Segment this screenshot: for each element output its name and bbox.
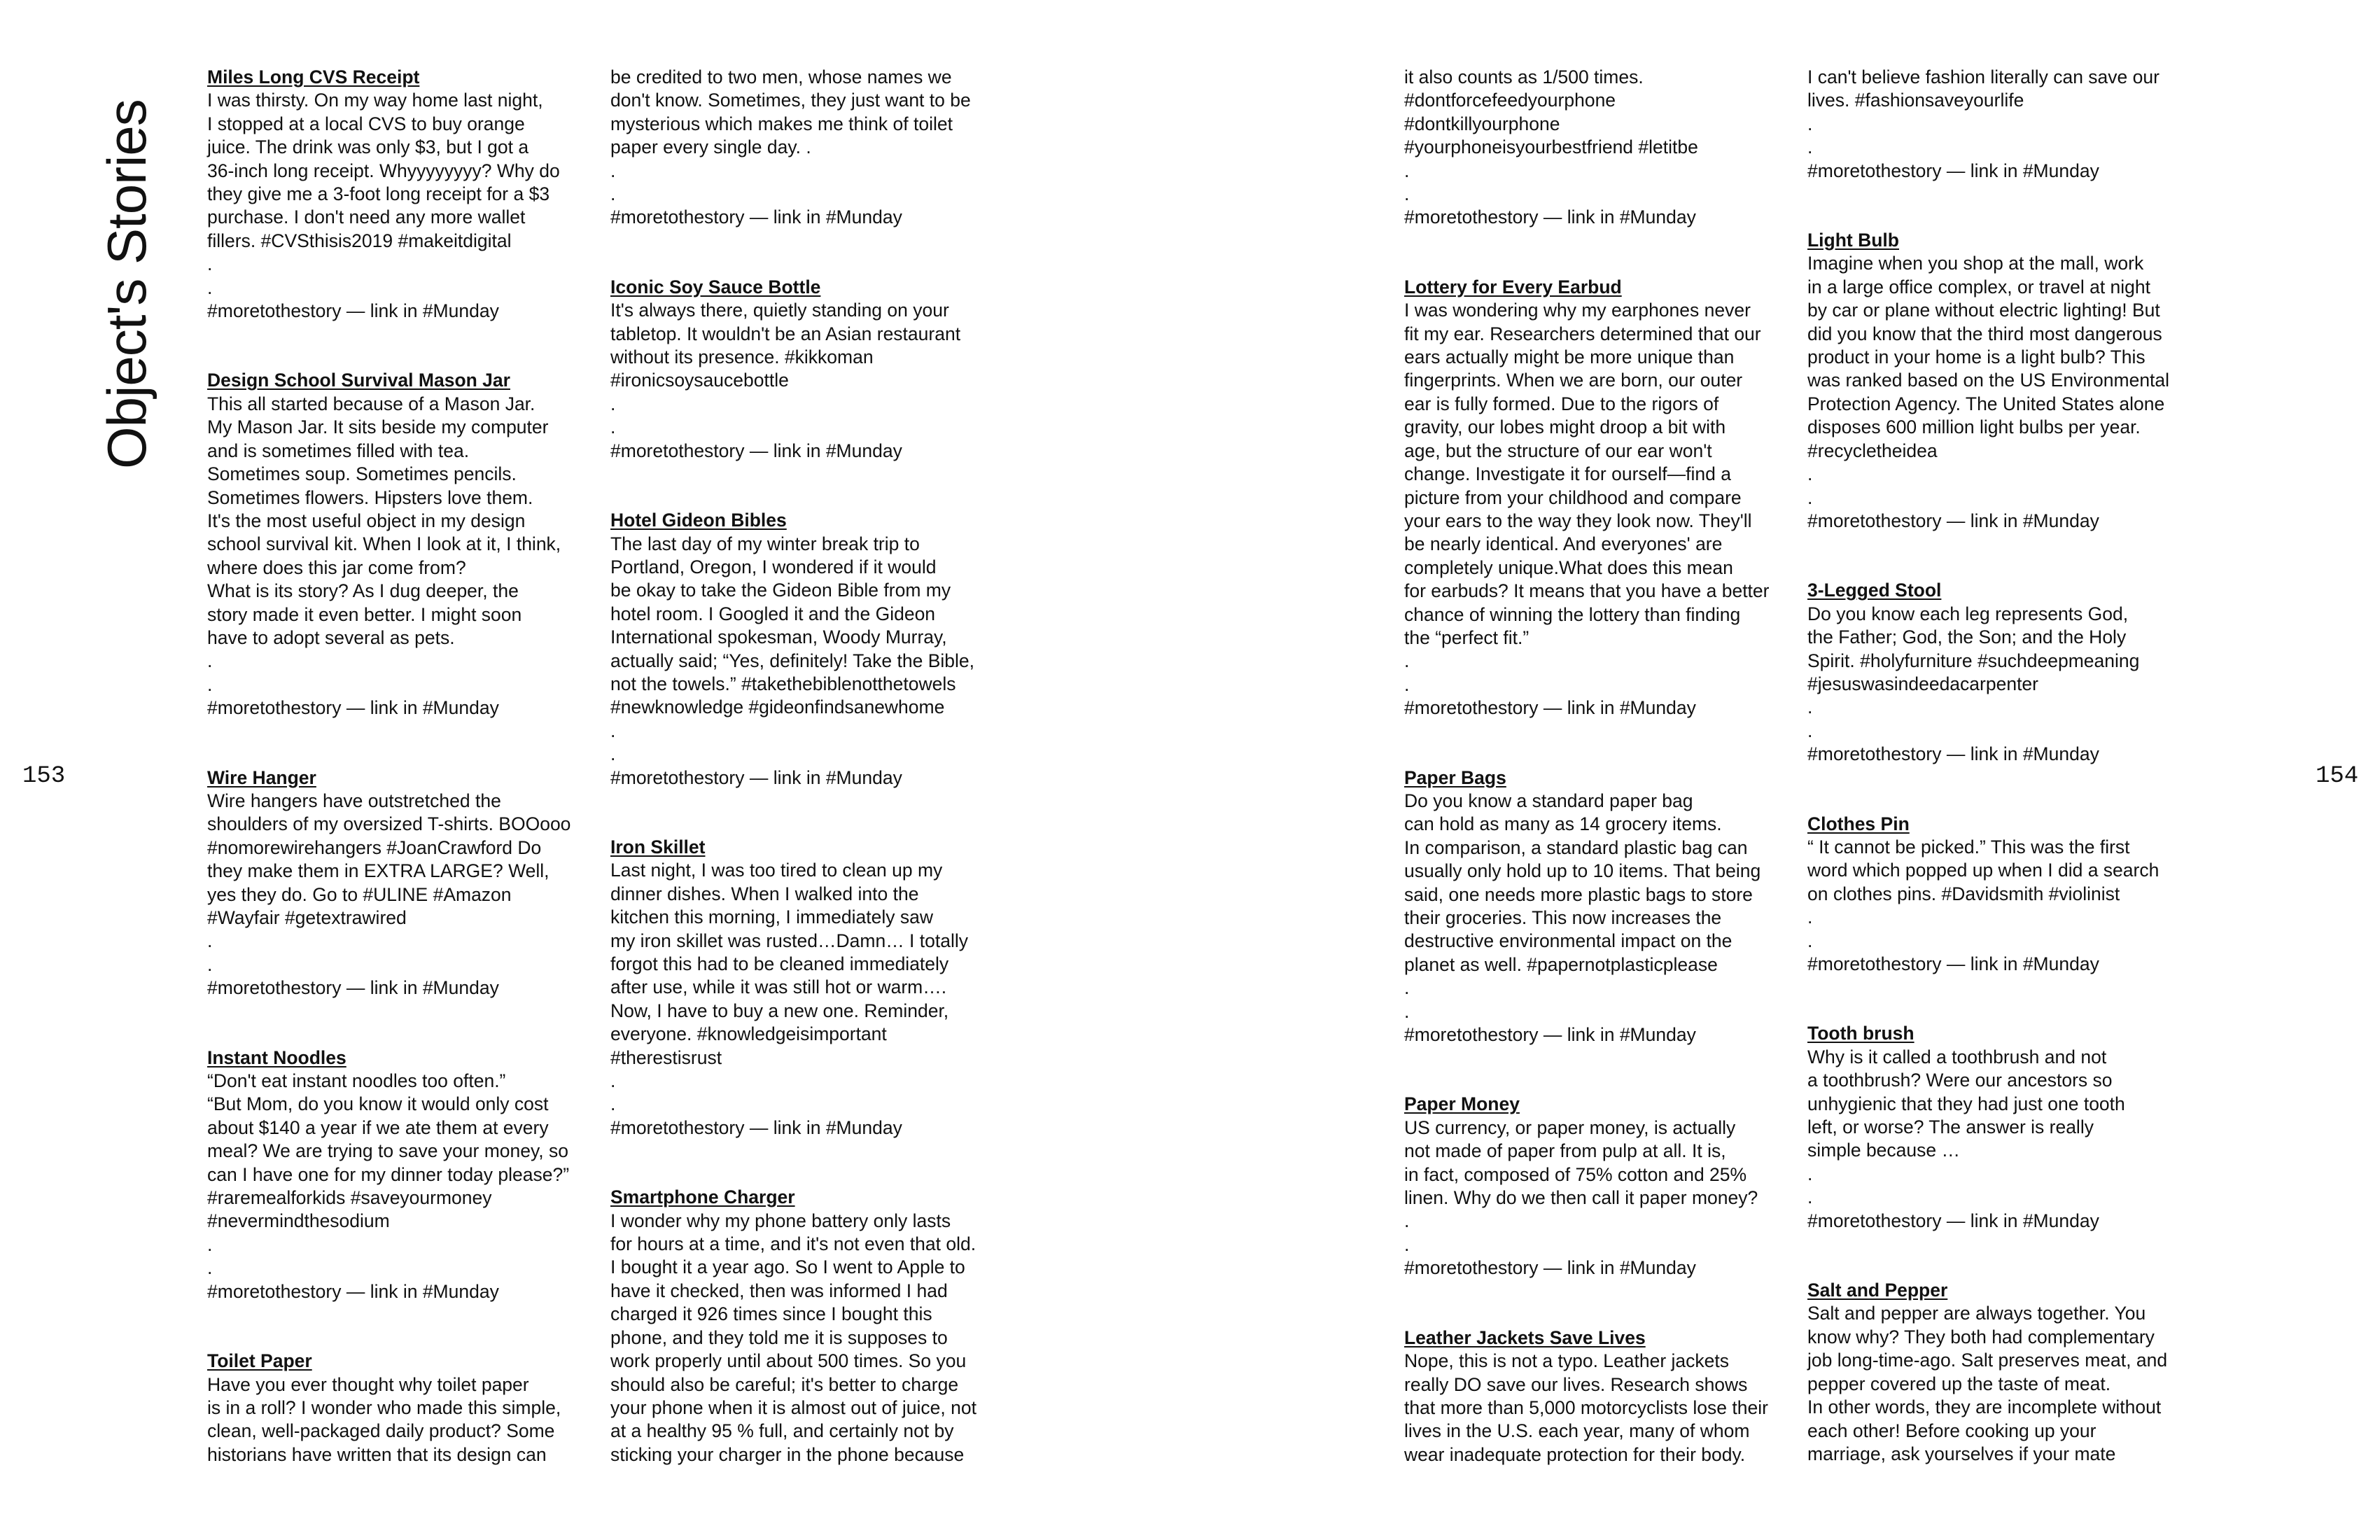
separator-dot: . [1807,1186,1813,1208]
story-title: Design School Survival Mason Jar [207,370,510,391]
story [1807,66,2199,183]
story-title: Iron Skillet [610,836,706,858]
story [610,1186,1002,1466]
separator-dot: . [1807,720,1813,741]
separator-dot: . [1807,696,1813,718]
section-title: Object's Stories [96,99,158,469]
story-body: Last night, I was too tired to clean up my dinner dishes. When I walked into the kitchen this morning, I immediately saw my iron skillet was rusted…Damn… I totally forgot this had to be cleaned immediately after use, while it was still hot or warm…. Now, I have to buy a new one. Reminder, everyone. #knowledgeisimportant #therestisrust [610,860,969,1068]
separator-dot: . [207,650,213,672]
story [1404,276,1796,720]
story-title: Lottery for Every Earbud [1404,276,1622,298]
story-title: Wire Hanger [207,766,316,788]
story-body: “Don't eat instant noodles too often.” “But Mom, do you know it would only cost about $140 a year if we ate them at every meal? We are trying to save your money, so can I have one for my dinner today please?” #raremealforkids #saveyourmoney #nevermindthesodium [207,1070,570,1232]
story-title: Instant Noodles [207,1046,346,1068]
separator-dot: . [1404,1210,1410,1232]
section-title-vertical [96,64,158,470]
separator-dot: . [610,416,616,438]
story-body: The last day of my winter break trip to Portland, Oregon, I wondered if it would be okay to take the Gideon Bible from my hotel room. I Googled it and the Gideon International spokesman, Woody Murray, actually said; “Yes, definitely! Take the Bible, not the towels.” #takethebiblenotthetowels #newknowledge #gideonfindsanewhome [610,533,974,718]
story-hashtag-footer: #moretothestory — link in #Munday [1404,697,1696,719]
story-body: This all started because of a Mason Jar. My Mason Jar. It sits beside my computer and is sometimes filled with tea. Sometimes soup. Sometimes pencils. Sometimes flowers. Hipsters love them. It's the most useful object in my design school survival kit. When I look at it, I think, where does this jar come from? What is its story? As I dug deeper, the story made it even better. I might soon have to adopt several as pets. [207,393,561,648]
story-hashtag-footer: #moretothestory — link in #Munday [1404,1257,1696,1279]
story-body: Do you know a standard paper bag can hold as many as 14 grocery items. In comparison, a standard plastic bag can usually only hold up to 10 items. That being said, one needs more plastic bags to store their groceries. This now increases the destructive environmental impact on the planet as well. #papernotplasticplease [1404,790,1761,975]
story-body: be credited to two men, whose names we don't know. Sometimes, they just want to be mysterious which makes me think of toilet paper every single day. . [610,66,971,158]
text-column-1 [207,66,599,1513]
separator-dot: . [207,276,213,298]
story [1807,1279,2199,1466]
separator-dot: . [610,1093,616,1115]
story-body: Have you ever thought why toilet paper is in a roll? I wonder who made this simple, clean, well-packaged daily product? Some historians have written that its design can [207,1373,561,1465]
separator-dot: . [1404,160,1410,181]
story-body: “ It cannot be picked.” This was the first word which popped up when I did a search on clothes pins. #Davidsmith #violinist [1807,836,2160,904]
story [1807,229,2199,533]
story-hashtag-footer: #moretothestory — link in #Munday [1807,160,2099,181]
story [1404,66,1796,230]
story-hashtag-footer: #moretothestory — link in #Munday [610,440,902,461]
story [207,1046,599,1303]
story-title: Miles Long CVS Receipt [207,66,420,88]
separator-dot: . [1404,650,1410,672]
story-hashtag-footer: #moretothestory — link in #Munday [1404,206,1696,228]
story-hashtag-footer: #moretothestory — link in #Munday [1807,743,2099,765]
story-body: I can't believe fashion literally can save our lives. #fashionsaveyourlife [1807,66,2160,111]
story-hashtag-footer: #moretothestory — link in #Munday [610,1116,902,1138]
story-title: Smartphone Charger [610,1186,795,1208]
separator-dot: . [1807,486,1813,508]
separator-dot: . [207,253,213,275]
separator-dot: . [207,953,213,975]
story-hashtag-footer: #moretothestory — link in #Munday [1807,1210,2099,1231]
separator-dot: . [207,930,213,952]
left-page-number: 153 [22,763,66,790]
story [207,66,599,323]
story-body: I was thirsty. On my way home last night, I stopped at a local CVS to buy orange juice. The drink was only $3, but I got a 36-inch long receipt. Whyyyyyyyy? Why do they give me a 3-foot long receipt for a $3 purchase. I don't need any more wallet fillers. #CVSthisis2019 #makeitdigital [207,90,560,251]
story-body: Do you know each leg represents God, the Father; God, the Son; and the Holy Spirit. #holyfurniture #suchdeepmeaning #jesuswasindeedacarpenter [1807,603,2140,694]
story-title: Leather Jackets Save Lives [1404,1326,1646,1348]
story-title: Tooth brush [1807,1023,1914,1044]
separator-dot: . [207,1233,213,1255]
story [610,276,1002,463]
story-title: Light Bulb [1807,230,1899,251]
story-body: Wire hangers have outstretched the shoulders of my oversized T-shirts. BOOooo #nomorewirehangers #JoanCrawford Do they make them in EXTRA LARGE? Well, yes they do. Go to #ULINE #Amazon #Wayfair #getextrawired [207,790,571,928]
story-hashtag-footer: #moretothestory — link in #Munday [1807,953,2099,974]
story [610,509,1002,790]
story-title: Paper Money [1404,1093,1520,1115]
text-column-4 [1807,66,2199,1512]
story [1807,813,2199,976]
story-title: Toilet Paper [207,1350,312,1372]
story-body: Nope, this is not a typo. Leather jackets really DO save our lives. Research shows that more than 5,000 motorcyclists lose their lives in the U.S. each year, many of whom wear inadequate protection for their body. [1404,1350,1768,1465]
story-hashtag-footer: #moretothestory — link in #Munday [207,1280,499,1302]
story-title: 3-Legged Stool [1807,580,1942,601]
separator-dot: . [1807,1163,1813,1184]
story-title: Clothes Pin [1807,813,1910,834]
story [1807,1022,2199,1233]
story-body: Salt and pepper are always together. You know why? They both had complementary job long-time-ago. Salt preserves meat, and pepper covered up the taste of meat. In other words, they are incomplete without each other! Before cooking up your marriage, ask yourselves if your mate [1807,1303,2168,1464]
story-hashtag-footer: #moretothestory — link in #Munday [610,766,902,788]
separator-dot: . [610,183,616,205]
separator-dot: . [1807,930,1813,951]
separator-dot: . [610,393,616,414]
separator-dot: . [1807,136,1813,158]
story-title: Iconic Soy Sauce Bottle [610,276,821,298]
separator-dot: . [1807,906,1813,928]
story [1404,766,1796,1047]
separator-dot: . [610,743,616,765]
story-title: Salt and Pepper [1807,1280,1948,1301]
story-hashtag-footer: #moretothestory — link in #Munday [207,300,499,322]
story-body: Why is it called a toothbrush and not a toothbrush? Were our ancestors so unhygienic that they had just one tooth left, or worse? The answer is really simple because … [1807,1046,2125,1161]
right-page-number: 154 [2316,763,2359,790]
separator-dot: . [1404,673,1410,695]
separator-dot: . [610,720,616,741]
story [610,66,1002,230]
story [1807,579,2199,766]
separator-dot: . [1404,183,1410,205]
separator-dot: . [610,1070,616,1092]
separator-dot: . [610,160,616,181]
separator-dot: . [1404,1000,1410,1022]
separator-dot: . [1404,1233,1410,1255]
story [207,369,599,720]
story [1404,1093,1796,1280]
story-body: It's always there, quietly standing on your tabletop. It wouldn't be an Asian restaurant without its presence. #kikkoman #ironicsoysaucebottle [610,300,961,391]
text-column-2 [610,66,1002,1513]
story-body: I was wondering why my earphones never fit my ear. Researchers determined that our ears actually might be more unique than fingerprints. When we are born, our outer ear is fully formed. Due to the rigors of gravity, our lobes might droop a bit with age, but the structure of our ear won't change. Investigate it for ourself—find a picture from your childhood and compare your ears to the way they look now. They'll be nearly identical. And everyones' are completely unique.What does this mean for earbuds? It means that you have a better chance of winning the lottery than finding the “perfect fit.” [1404,300,1770,648]
story-hashtag-footer: #moretothestory — link in #Munday [610,206,902,228]
separator-dot: . [207,673,213,695]
story-hashtag-footer: #moretothestory — link in #Munday [1807,510,2099,531]
separator-dot: . [207,1257,213,1279]
story-body: I wonder why my phone battery only lasts for hours at a time, and it's not even that old. I bought it a year ago. So I went to Apple to have it checked, then was informed I had charged it 926 times since I bought this phone, and they told me it is supposes to work properly until about 500 times. So you should also be careful; it's better to charge your phone when it is almost out of juice, not at a healthy 95 % full, and certainly not by sticking your charger in the phone because [610,1210,976,1465]
story-body: US currency, or paper money, is actually not made of paper from pulp at all. It is, in fact, composed of 75% cotton and 25% linen. Why do we then call it paper money? [1404,1116,1758,1209]
story-title: Hotel Gideon Bibles [610,510,787,531]
story-hashtag-footer: #moretothestory — link in #Munday [1404,1024,1696,1046]
story-title: Paper Bags [1404,766,1506,788]
separator-dot: . [1807,463,1813,485]
story-body: it also counts as 1/500 times. #dontforcefeedyourphone #dontkillyourphone #yourphoneisyourbestfriend #letitbe [1404,66,1698,158]
text-column-3 [1404,66,1796,1513]
separator-dot: . [1404,977,1410,999]
story [207,1350,599,1466]
separator-dot: . [1807,113,1813,134]
story [610,836,1002,1140]
story-hashtag-footer: #moretothestory — link in #Munday [207,977,499,999]
story [1404,1326,1796,1466]
story [207,766,599,1000]
story-hashtag-footer: #moretothestory — link in #Munday [207,697,499,719]
story-body: Imagine when you shop at the mall, work in a large office complex, or travel at night by car or plane without electric lighting! But did you know that the third most dangerous product in your home is a light bulb? This was ranked based on the US Environmental Protection Agency. The United States alone disposes 600 million light bulbs per year. #recycletheidea [1807,253,2170,461]
